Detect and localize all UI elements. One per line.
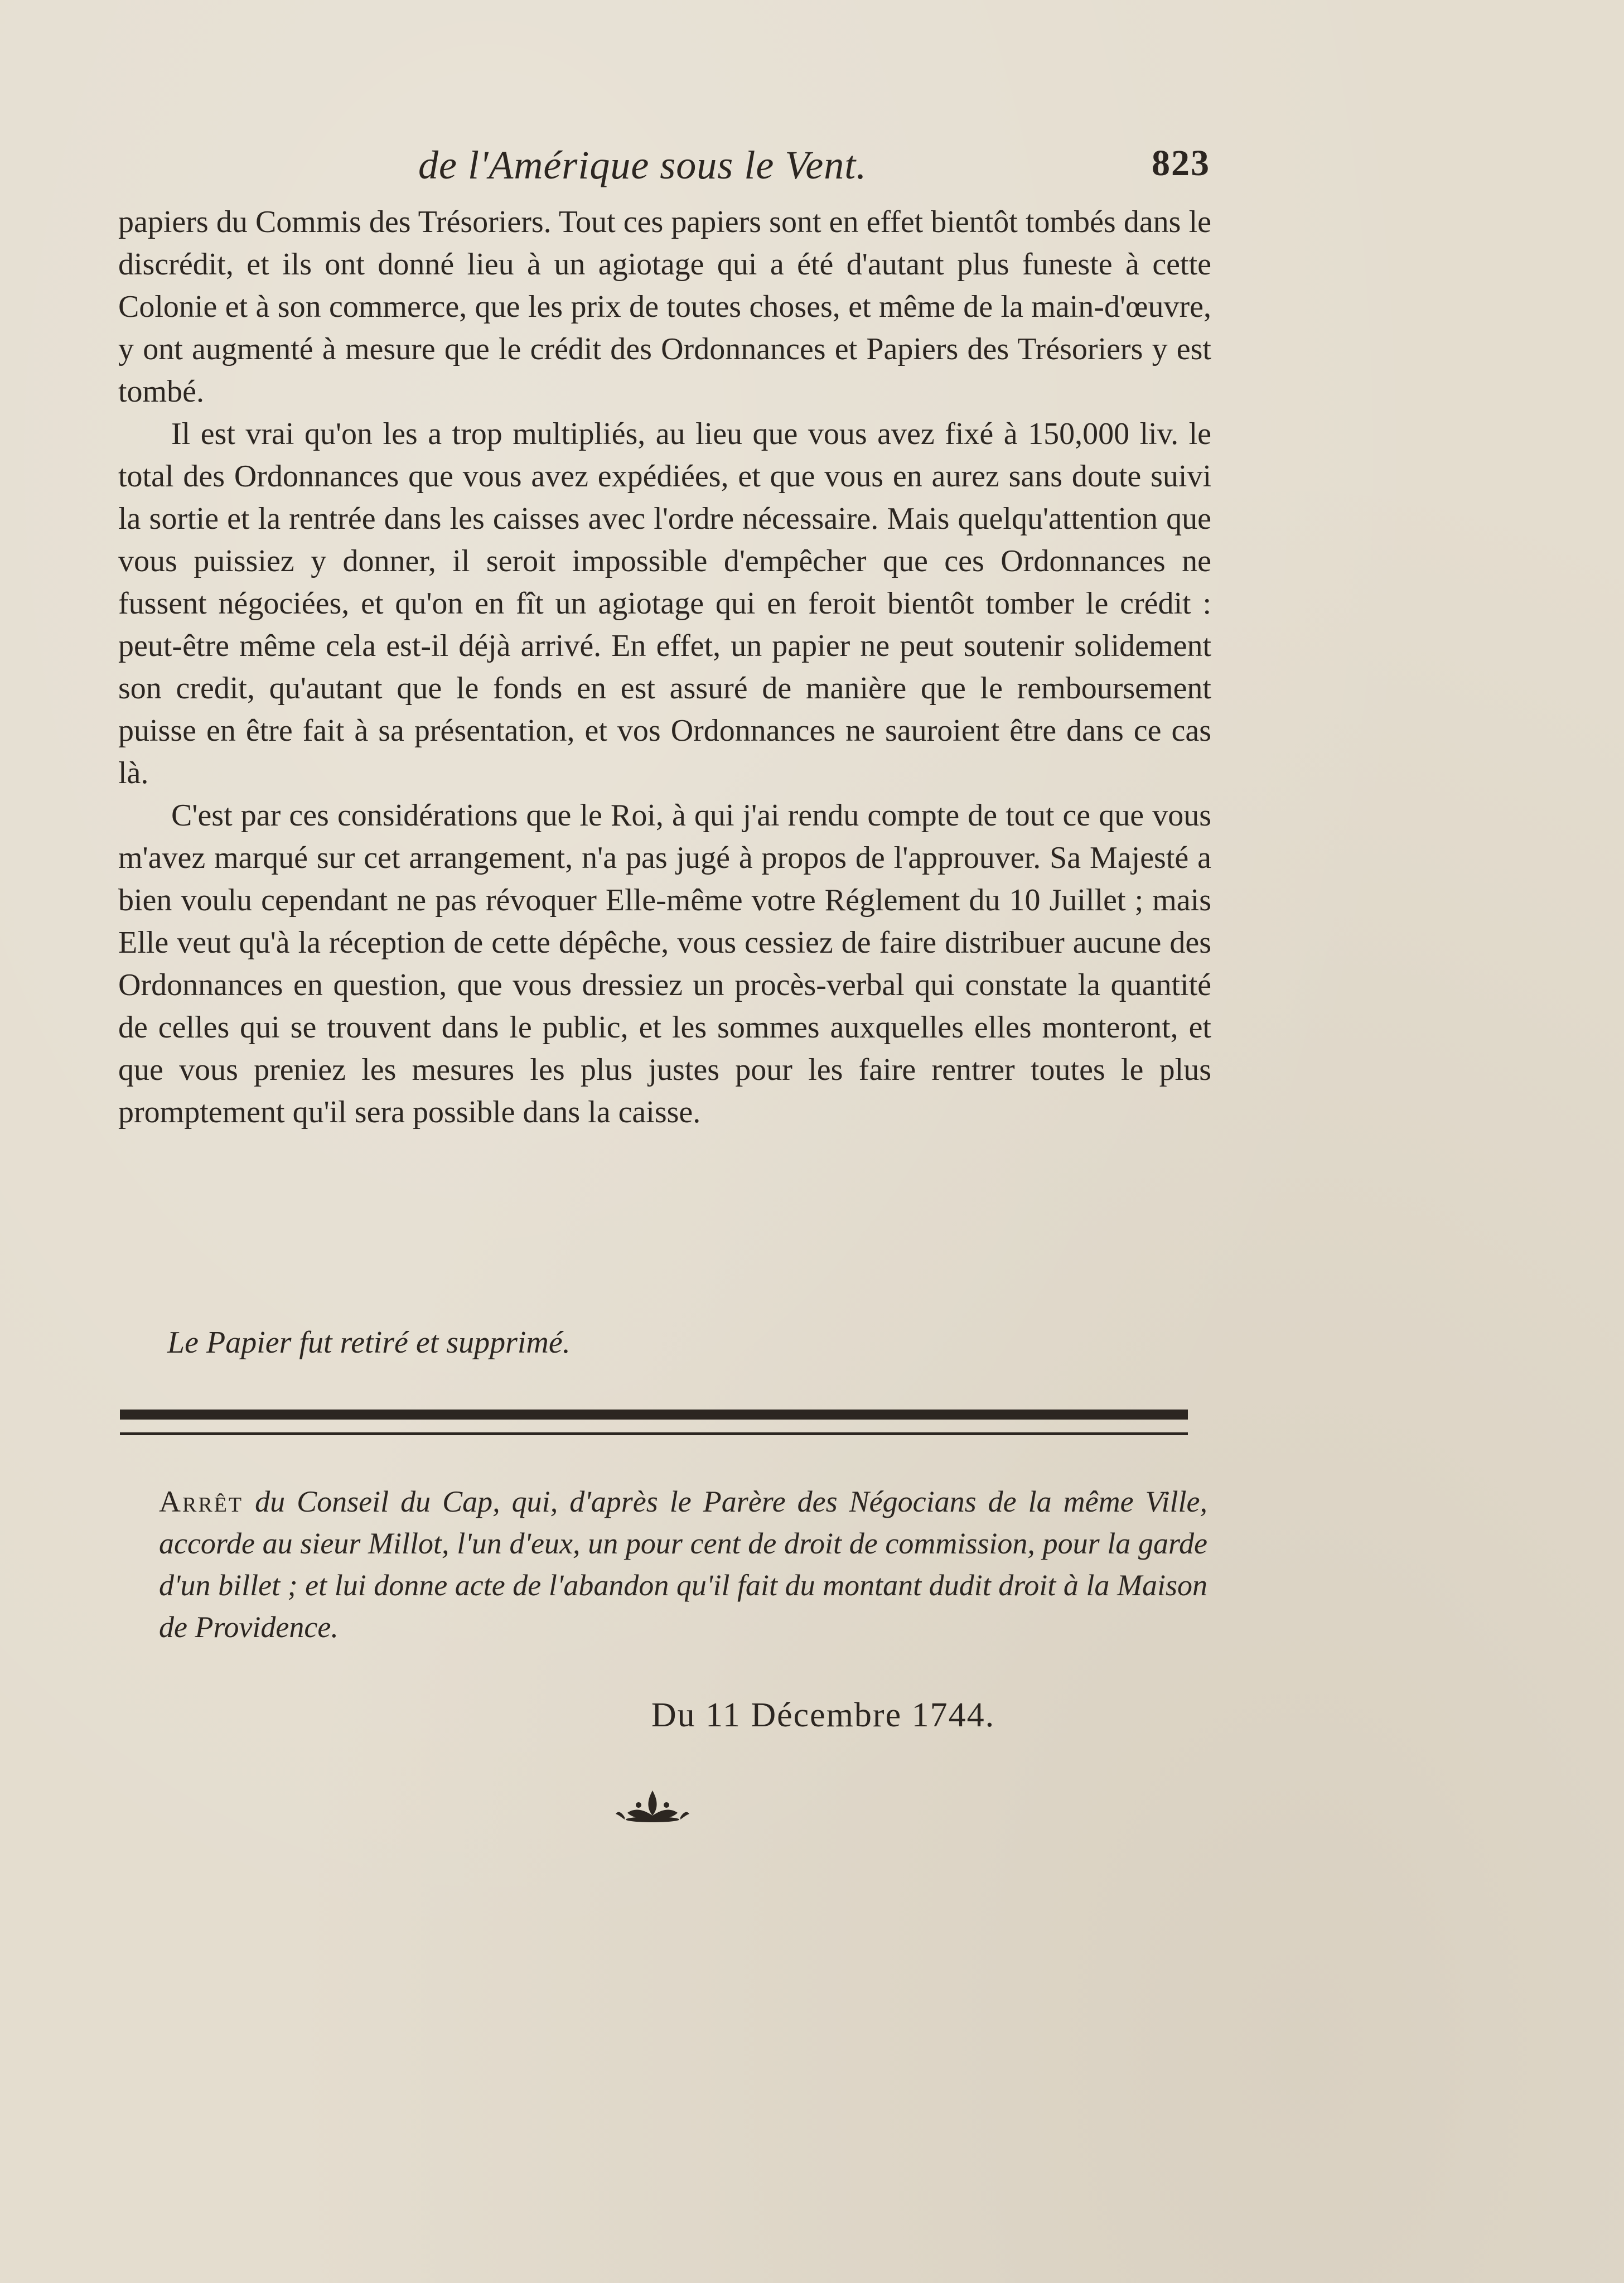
paragraph: Il est vrai qu'on les a trop multipliés, au lieu que vous avez fixé à 150,000 liv. le total des Ordonnances que vous avez expédiées, et que vous en aurez sans doute suivi la sortie et la rentrée dans les caisses avec l'ordre nécessaire. Mais quelqu'attention que vous puissiez y donner, il seroit impossible d'empêcher que ces Ordonnances ne fussent négociées, et qu'on en fît un agiotage qui en feroit bientôt tomber le crédit : peut-être même cela est-il déjà arrivé. En effet, un papier ne peut soutenir solidement son credit, qu'autant que le fonds en est assuré de manière que le remboursement puisse en être fait à sa présentation, et vos Ordonnances ne sauroient être dans ce cas là. xyxy=(118,417,1211,790)
page-number: 823 xyxy=(1152,143,1210,184)
arret-heading xyxy=(159,1481,1207,1648)
paragraph: papiers du Commis des Trésoriers. Tout ces papiers sont en effet bientôt tombés dans le discrédit, et ils ont donné lieu à un agiotage qui a été d'autant plus funeste à cette Colonie et à son commerce, que les prix de toutes choses, et même de la main-d'œuvre, y ont augmenté à mesure que le crédit des Ordonnances et Papiers des Trésoriers y est tombé. xyxy=(118,205,1211,409)
arret-lead-word: Arrêt xyxy=(159,1485,244,1518)
body-text xyxy=(118,201,1211,1133)
editorial-note: Le Papier fut retiré et supprimé. xyxy=(167,1325,571,1360)
fleuron-ornament-icon xyxy=(613,1785,692,1830)
section-divider-thin xyxy=(120,1432,1188,1435)
arret-summary: du Conseil du Cap, qui, d'après le Parère des Négocians de la même Ville, accorde au sieur Millot, l'un d'eux, un pour cent de droit de commission, pour la garde d'un billet ; et lui donne acte de l'abandon qu'il fait du montant dudit droit à la Maison de Providence. xyxy=(159,1485,1208,1644)
paragraph: C'est par ces considérations que le Roi, à qui j'ai rendu compte de tout ce que vous m'avez marqué sur cet arrangement, n'a pas jugé à propos de l'approuver. Sa Majesté a bien voulu cependant ne pas révoquer Elle-même votre Réglement du 10 Juillet ; mais Elle veut qu'à la réception de cette dépêche, vous cessiez de faire distribuer aucune des Ordonnances en question, que vous dressiez un procès-verbal qui constate la quantité de celles qui se trouvent dans le public, et les sommes auxquelles elles monteront, et que vous preniez les mesures les plus justes pour les faire rentrer toutes le plus promptement qu'il sera possible dans la caisse. xyxy=(118,798,1211,1130)
running-title: de l'Amérique sous le Vent. xyxy=(418,143,867,187)
section-divider-thick xyxy=(120,1410,1188,1420)
decree-date: Du 11 Décembre 1744. xyxy=(651,1696,995,1734)
page-header xyxy=(117,142,1210,192)
